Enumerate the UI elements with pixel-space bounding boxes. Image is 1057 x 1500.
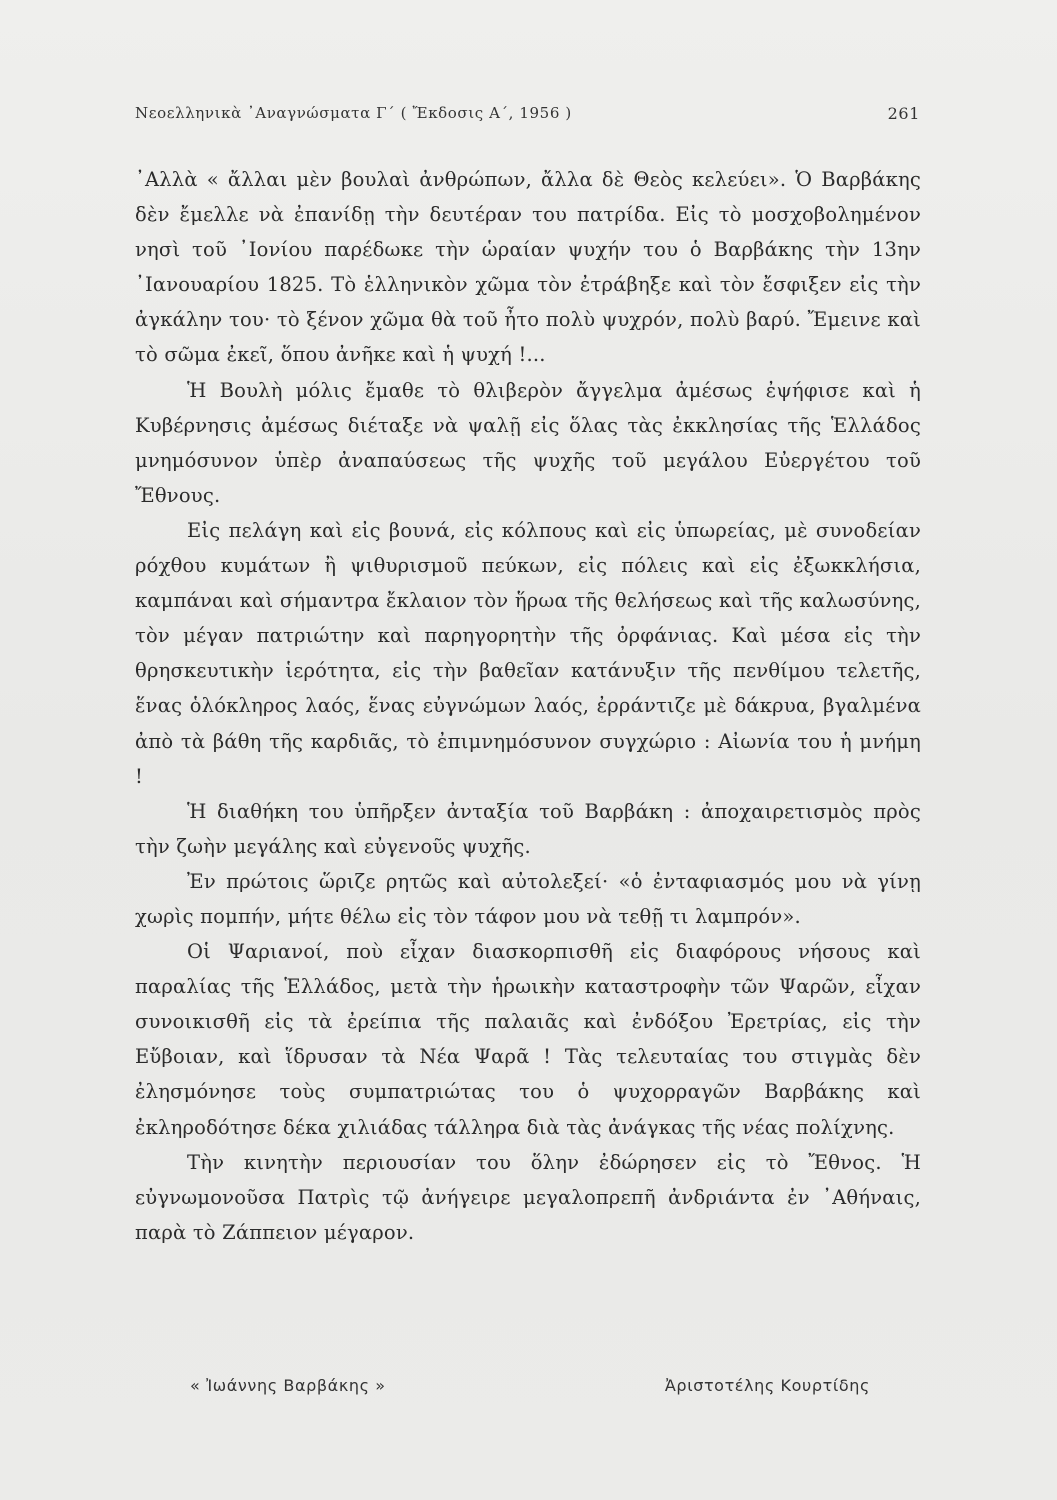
page-footer [190, 1376, 870, 1406]
page-number: 261 [887, 104, 920, 123]
author-name: Ἀριστοτέλης Κουρτίδης [664, 1376, 870, 1395]
page-header [135, 104, 920, 132]
paragraph: Ἡ διαθήκη του ὑπῆρξεν ἀνταξία τοῦ Βαρβάκη : ἀποχαιρετισμὸς πρὸς τὴν ζωὴν μεγάλης καὶ εὐγενοῦς ψυχῆς. [135, 799, 921, 858]
paragraph: Ἡ Βουλὴ μόλις ἔμαθε τὸ θλιβερὸν ἄγγελμα ἀμέσως ἐψήφισε καὶ ἡ Κυβέρνησις ἀμέσως διέταξε νὰ ψαλῇ εἰς ὅλας τὰς ἐκκλησίας τῆς Ἑλλάδος μνημόσυνον ὑπὲρ ἀναπαύσεως τῆς ψυχῆς τοῦ μεγάλου Εὐεργέτου τοῦ Ἔθνους. [135, 378, 921, 507]
paragraph: Ἐν πρώτοις ὥριζε ρητῶς καὶ αὐτολεξεί· «ὁ ἐνταφιασμός μου νὰ γίνῃ χωρὶς πομπήν, μήτε θέλω εἰς τὸν τάφον μου νὰ τεθῇ τι λαμπρόν». [135, 869, 921, 928]
running-title: Νεοελληνικὰ ᾿Αναγνώσματα Γ΄ ( Ἔκδοσις Α΄, 1956 ) [135, 104, 572, 122]
paragraph: Οἱ Ψαριανοί, ποὺ εἶχαν διασκορπισθῆ εἰς διαφόρους νήσους καὶ παραλίας τῆς Ἑλλάδος, μετὰ τὴν ἡρωικὴν καταστροφὴν τῶν Ψαρῶν, εἶχαν συνοικισθῆ εἰς τὰ ἐρείπια τῆς παλαιᾶς καὶ ἐνδόξου Ἐρετρίας, εἰς τὴν Εὔβοιαν, καὶ ἵδρυσαν τὰ Νέα Ψαρᾶ ! Τὰς τελευταίας του στιγμὰς δὲν ἐλησμόνησε τοὺς συμπατριώτας του ὁ ψυχορραγῶν Βαρβάκης καὶ ἐκληροδότησε δέκα χιλιάδας τάλληρα διὰ τὰς ἀνάγκας τῆς νέας πολίχνης. [135, 940, 921, 1139]
paragraph: Τὴν κινητὴν περιουσίαν του ὅλην ἐδώρησεν εἰς τὸ Ἔθνος. Ἡ εὐγνωμονοῦσα Πατρὶς τῷ ἀνήγειρε μεγαλοπρεπῆ ἀνδριάντα ἐν ᾿Αθήναις, παρὰ τὸ Ζάππειον μέγαρον. [135, 1150, 921, 1244]
paragraph: ᾿Αλλὰ « ἄλλαι μὲν βουλαὶ ἀνθρώπων, ἄλλα δὲ Θεὸς κελεύει». Ὁ Βαρβάκης δὲν ἔμελλε νὰ ἐπανίδῃ τὴν δευτέραν του πατρίδα. Εἰς τὸ μοσχοβολημένον νησὶ τοῦ ᾿Ιονίου παρέδωκε τὴν ὡραίαν ψυχήν του ὁ Βαρβάκης τὴν 13ην ᾿Ιανουαρίου 1825. Τὸ ἑλληνικὸν χῶμα τὸν ἐτράβηξε καὶ τὸν ἔσφιξεν εἰς τὴν ἀγκάλην του· τὸ ξένον χῶμα θὰ τοῦ ἦτο πολὺ ψυχρόν, πολὺ βαρύ. Ἔμεινε καὶ τὸ σῶμα ἐκεῖ, ὅπου ἀνῆκε καὶ ἡ ψυχή !... [135, 168, 921, 367]
source-title: « Ἰωάννης Βαρβάκης » [190, 1376, 386, 1395]
body-text [135, 162, 921, 1250]
paragraph: Εἰς πελάγη καὶ εἰς βουνά, εἰς κόλπους καὶ εἰς ὑπωρείας, μὲ συνοδείαν ρόχθου κυμάτων ἢ ψιθυρισμοῦ πεύκων, εἰς πόλεις καὶ εἰς ἐξωκκλήσια, καμπάναι καὶ σήμαντρα ἔκλαιον τὸν ἥρωα τῆς θελήσεως καὶ τῆς καλωσύνης, τὸν μέγαν πατριώτην καὶ παρηγορητὴν τῆς ὀρφάνιας. Καὶ μέσα εἰς τὴν θρησκευτικὴν ἱερότητα, εἰς τὴν βαθεῖαν κατάνυξιν τῆς πενθίμου τελετῆς, ἕνας ὁλόκληρος λαός, ἕνας εὐγνώμων λαός, ἐρράντιζε μὲ δάκρυα, βγαλμένα ἀπὸ τὰ βάθη τῆς καρδιᾶς, τὸ ἐπιμνημόσυνον συγχώριο : Αἰωνία του ἡ μνήμη ! [135, 518, 921, 788]
